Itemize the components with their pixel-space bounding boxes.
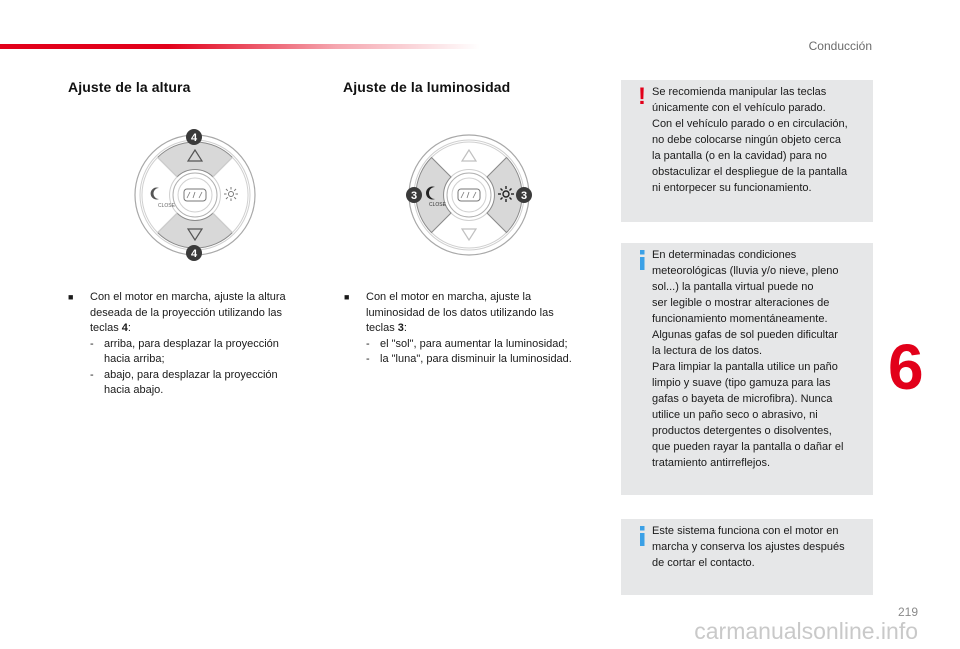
text-line: teclas 4: (90, 322, 131, 334)
warning-text: Se recomienda manipular las teclas únicamente con el vehículo parado. Con el vehículo parado o en circulación, no debe colocarse ningún objeto cerca la pantalla (o en la cavidad) para no obstaculizar el despliegue de la pantalla ni entorpecer su funcionamiento. (652, 86, 848, 194)
key-number: 3 (397, 322, 404, 334)
brightness-instructions (344, 290, 606, 368)
pad-center-button[interactable] (173, 173, 217, 217)
info-box-visibility (621, 243, 873, 495)
text-line: Con el motor en marcha, ajuste la altura (90, 291, 286, 303)
text-line: teclas 3: (366, 322, 407, 334)
list-item-sun: - el "sol", para aumentar la luminosidad; (366, 337, 606, 353)
bullet-marker-icon: ■ (344, 292, 350, 302)
callout-key-right: 3 (520, 190, 528, 202)
text-line: luminosidad de los datos utilizando las (366, 306, 554, 319)
warning-icon: ! (638, 83, 646, 110)
info-text-settings: Este sistema funciona con el motor en marcha y conserva los ajustes después de cortar el contacto. (652, 525, 845, 569)
control-pad-height (128, 128, 262, 262)
info-icon (633, 525, 651, 547)
heading-brightness-adjust: Ajuste de la luminosidad (343, 79, 511, 95)
close-label: CLOSE (158, 203, 175, 209)
callout-key-bottom: 4 (190, 248, 198, 260)
watermark: carmanualsonline.info (694, 618, 918, 644)
heading-height-adjust: Ajuste de la altura (68, 79, 191, 95)
bullet-marker-icon: ■ (68, 292, 74, 302)
list-item-up: - arriba, para desplazar la proyección hacia arriba; (90, 337, 318, 368)
info-icon (633, 249, 651, 271)
section-title: Conducción (808, 39, 872, 53)
callout-key-left: 3 (410, 190, 418, 202)
close-label: CLOSE (429, 202, 446, 208)
pad-center-button[interactable] (447, 173, 491, 217)
list-item-down: - abajo, para desplazar la proyección hacia abajo. (90, 368, 318, 399)
key-number: 4 (121, 322, 128, 334)
callout-key-top: 4 (190, 132, 198, 144)
text-line: Con el motor en marcha, ajuste la (366, 291, 532, 303)
info-text-visibility: En determinadas condiciones meteorológicas (lluvia y/o nieve, pleno sol...) la pantalla virtual puede no ser legible o mostrar alteraciones de funcionamiento momentáneamente. Algunas gafas de sol pueden dificultar la lectura de los datos. Para limpiar la pantalla utilice un paño limpio y suave (tipo gamuza para las gafas o bayeta de microfibra). Nunca utilice un paño seco o abrasivo, ni productos detergentes o disolventes, que pueden rayar la pantalla o dañar el tratamiento antirreflejos. (652, 249, 844, 469)
text-line: deseada de la proyección utilizando las (90, 306, 283, 319)
warning-box (621, 80, 873, 222)
header-accent-bar (0, 44, 480, 49)
chapter-number: 6 (888, 331, 924, 403)
list-item-moon: - la "luna", para disminuir la luminosidad. (366, 352, 606, 368)
height-instructions (68, 290, 318, 399)
page-number: 219 (897, 605, 918, 619)
control-pad-brightness (402, 128, 536, 262)
info-box-settings (621, 519, 873, 595)
